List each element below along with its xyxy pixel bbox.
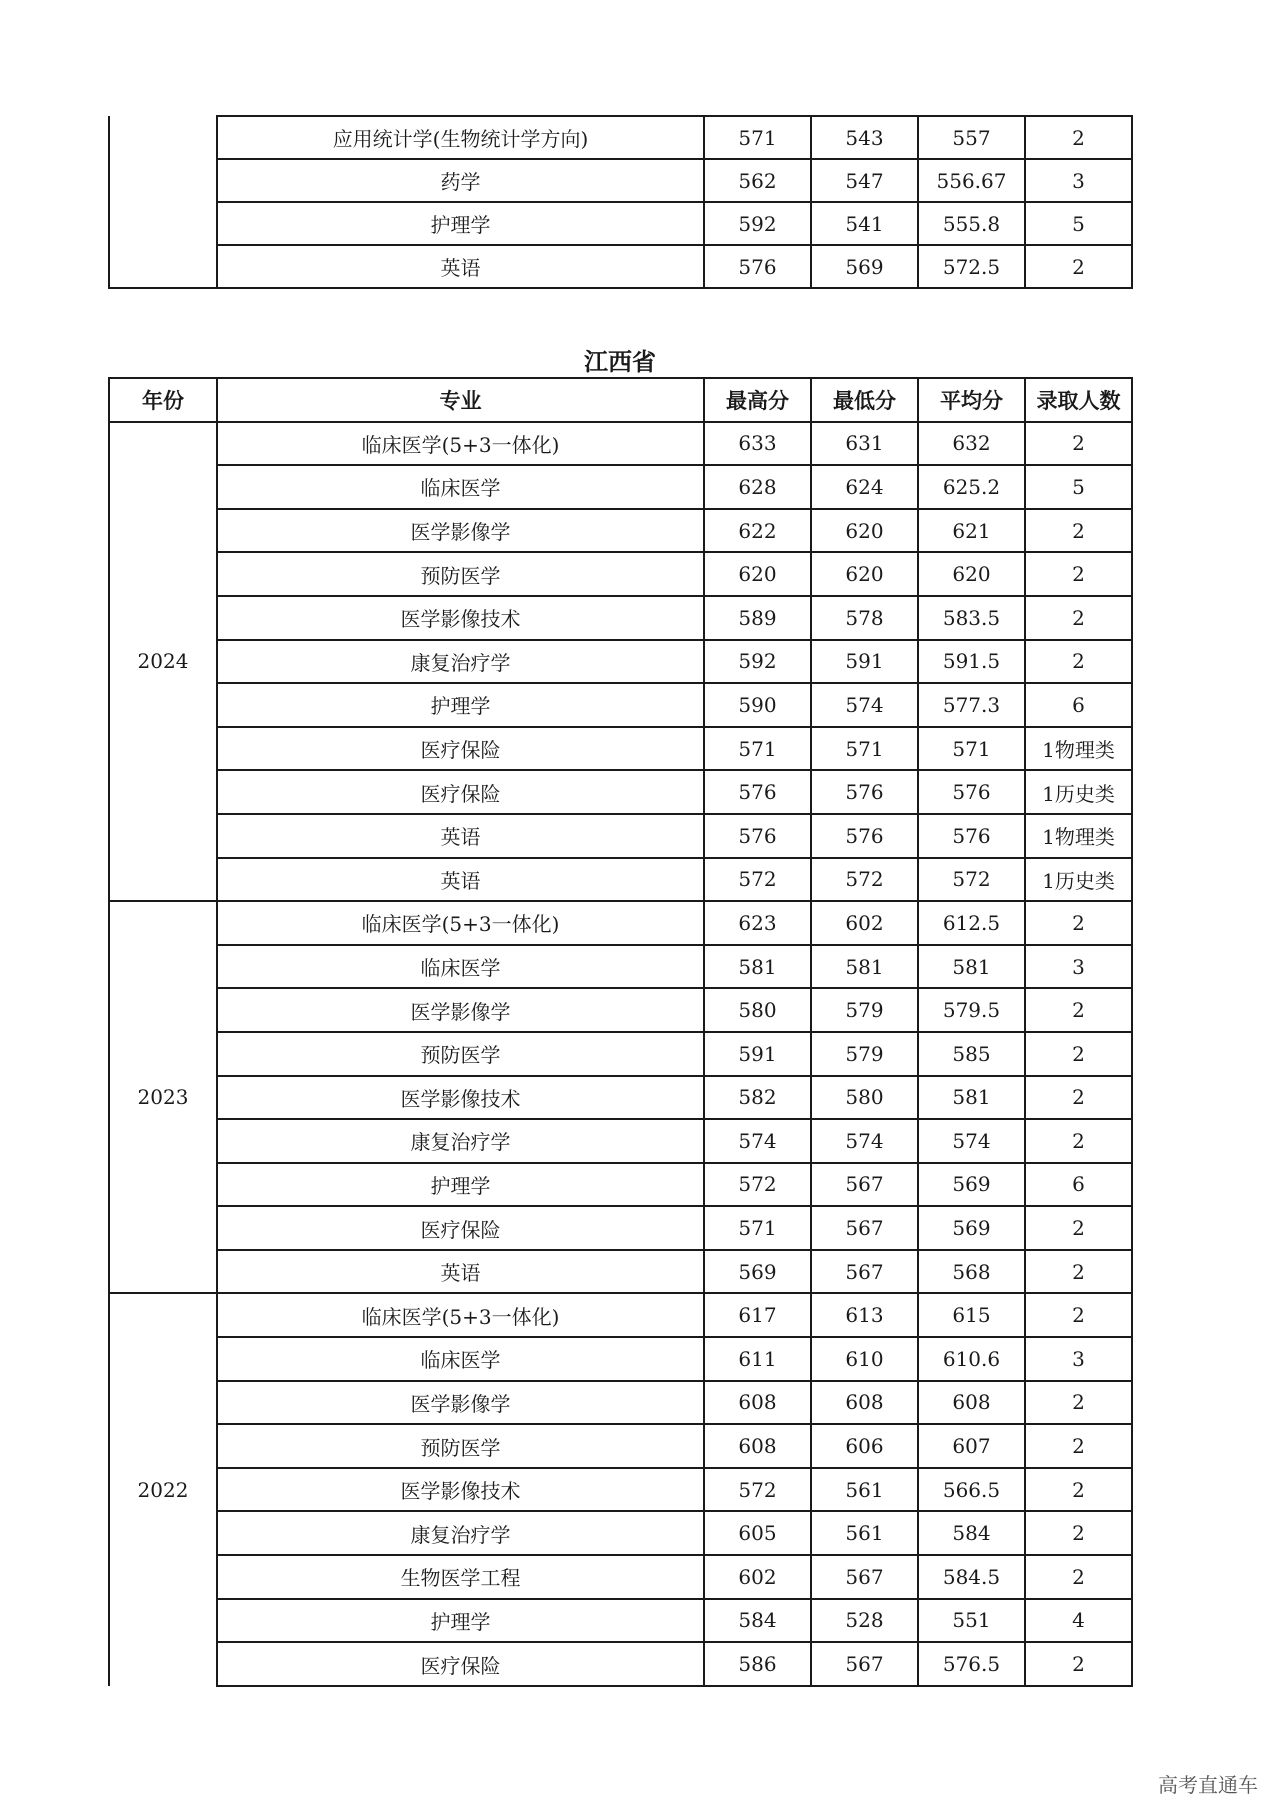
admitted-count-cell: 5 <box>1025 465 1132 509</box>
min-score-cell: 624 <box>811 465 918 509</box>
avg-score-cell: 569 <box>918 1163 1025 1207</box>
avg-score-cell: 581 <box>918 945 1025 989</box>
major-cell: 预防医学 <box>217 1424 704 1468</box>
min-score-cell: 591 <box>811 640 918 684</box>
table-row <box>109 159 1132 202</box>
avg-score-cell: 571 <box>918 727 1025 771</box>
admitted-count-cell: 1历史类 <box>1025 858 1132 902</box>
avg-score-cell: 591.5 <box>918 640 1025 684</box>
major-cell: 医疗保险 <box>217 1206 704 1250</box>
admitted-count-cell: 2 <box>1025 1206 1132 1250</box>
major-cell: 临床医学(5+3一体化) <box>217 1293 704 1337</box>
min-score-cell: 610 <box>811 1337 918 1381</box>
major-cell: 康复治疗学 <box>217 640 704 684</box>
avg-score-cell: 566.5 <box>918 1468 1025 1512</box>
avg-score-cell: 612.5 <box>918 901 1025 945</box>
admitted-count-cell: 1物理类 <box>1025 727 1132 771</box>
admitted-count-cell: 6 <box>1025 1163 1132 1207</box>
avg-score-cell: 620 <box>918 552 1025 596</box>
admitted-count-cell: 5 <box>1025 202 1132 245</box>
header-major: 专业 <box>217 378 704 422</box>
major-cell: 医疗保险 <box>217 727 704 771</box>
table-row <box>109 640 1132 684</box>
major-cell: 预防医学 <box>217 552 704 596</box>
major-cell: 英语 <box>217 858 704 902</box>
admitted-count-cell: 2 <box>1025 422 1132 466</box>
admitted-count-cell: 2 <box>1025 1511 1132 1555</box>
max-score-cell: 571 <box>704 727 811 771</box>
min-score-cell: 541 <box>811 202 918 245</box>
max-score-cell: 628 <box>704 465 811 509</box>
max-score-cell: 592 <box>704 640 811 684</box>
admitted-count-cell: 6 <box>1025 683 1132 727</box>
table-row <box>109 1424 1132 1468</box>
max-score-cell: 617 <box>704 1293 811 1337</box>
min-score-cell: 567 <box>811 1163 918 1207</box>
max-score-cell: 562 <box>704 159 811 202</box>
major-cell: 医学影像学 <box>217 1381 704 1425</box>
admitted-count-cell: 2 <box>1025 1032 1132 1076</box>
avg-score-cell: 579.5 <box>918 988 1025 1032</box>
table-row <box>109 1555 1132 1599</box>
min-score-cell: 579 <box>811 1032 918 1076</box>
admitted-count-cell: 2 <box>1025 596 1132 640</box>
table-row <box>109 245 1132 288</box>
major-cell: 康复治疗学 <box>217 1119 704 1163</box>
section-title: 江西省 <box>584 348 656 376</box>
max-score-cell: 576 <box>704 770 811 814</box>
min-score-cell: 631 <box>811 422 918 466</box>
table-row <box>109 596 1132 640</box>
table-row <box>109 858 1132 902</box>
max-score-cell: 622 <box>704 509 811 553</box>
min-score-cell: 580 <box>811 1076 918 1120</box>
avg-score-cell: 621 <box>918 509 1025 553</box>
min-score-cell: 576 <box>811 770 918 814</box>
avg-score-cell: 569 <box>918 1206 1025 1250</box>
table-row <box>109 1032 1132 1076</box>
admitted-count-cell: 2 <box>1025 1555 1132 1599</box>
table-row <box>109 1119 1132 1163</box>
avg-score-cell: 581 <box>918 1076 1025 1120</box>
max-score-cell: 605 <box>704 1511 811 1555</box>
max-score-cell: 586 <box>704 1642 811 1686</box>
header-avg-score: 平均分 <box>918 378 1025 422</box>
min-score-cell: 561 <box>811 1468 918 1512</box>
avg-score-cell: 576.5 <box>918 1642 1025 1686</box>
min-score-cell: 581 <box>811 945 918 989</box>
admitted-count-cell: 1物理类 <box>1025 814 1132 858</box>
table-row <box>109 1206 1132 1250</box>
avg-score-cell: 576 <box>918 814 1025 858</box>
max-score-cell: 576 <box>704 245 811 288</box>
table-row <box>109 422 1132 466</box>
max-score-cell: 569 <box>704 1250 811 1294</box>
table-row <box>109 116 1132 159</box>
major-cell: 医学影像技术 <box>217 596 704 640</box>
max-score-cell: 572 <box>704 1468 811 1512</box>
min-score-cell: 561 <box>811 1511 918 1555</box>
avg-score-cell: 583.5 <box>918 596 1025 640</box>
max-score-cell: 581 <box>704 945 811 989</box>
major-cell: 临床医学 <box>217 945 704 989</box>
table-row <box>109 1076 1132 1120</box>
max-score-cell: 591 <box>704 1032 811 1076</box>
avg-score-cell: 555.8 <box>918 202 1025 245</box>
table-row <box>109 1511 1132 1555</box>
header-max-score: 最高分 <box>704 378 811 422</box>
year-cell: 2022 <box>109 1293 217 1685</box>
year-cell <box>109 116 217 288</box>
major-cell: 护理学 <box>217 1599 704 1643</box>
avg-score-cell: 568 <box>918 1250 1025 1294</box>
min-score-cell: 543 <box>811 116 918 159</box>
avg-score-cell: 556.67 <box>918 159 1025 202</box>
table-row <box>109 1381 1132 1425</box>
continued-table <box>108 115 1133 289</box>
year-cell: 2023 <box>109 901 217 1293</box>
min-score-cell: 620 <box>811 509 918 553</box>
min-score-cell: 571 <box>811 727 918 771</box>
avg-score-cell: 557 <box>918 116 1025 159</box>
admitted-count-cell: 3 <box>1025 1337 1132 1381</box>
major-cell: 生物医学工程 <box>217 1555 704 1599</box>
major-cell: 预防医学 <box>217 1032 704 1076</box>
table-row <box>109 988 1132 1032</box>
max-score-cell: 582 <box>704 1076 811 1120</box>
table-row <box>109 727 1132 771</box>
table-row <box>109 1293 1132 1337</box>
table-row <box>109 770 1132 814</box>
max-score-cell: 589 <box>704 596 811 640</box>
avg-score-cell: 625.2 <box>918 465 1025 509</box>
major-cell: 护理学 <box>217 683 704 727</box>
header-min-score: 最低分 <box>811 378 918 422</box>
min-score-cell: 567 <box>811 1642 918 1686</box>
table-row <box>109 509 1132 553</box>
admitted-count-cell: 2 <box>1025 1119 1132 1163</box>
max-score-cell: 623 <box>704 901 811 945</box>
major-cell: 英语 <box>217 814 704 858</box>
min-score-cell: 547 <box>811 159 918 202</box>
avg-score-cell: 607 <box>918 1424 1025 1468</box>
min-score-cell: 528 <box>811 1599 918 1643</box>
admitted-count-cell: 2 <box>1025 1424 1132 1468</box>
max-score-cell: 572 <box>704 858 811 902</box>
admitted-count-cell: 2 <box>1025 1468 1132 1512</box>
max-score-cell: 576 <box>704 814 811 858</box>
max-score-cell: 584 <box>704 1599 811 1643</box>
admitted-count-cell: 2 <box>1025 552 1132 596</box>
max-score-cell: 608 <box>704 1424 811 1468</box>
major-cell: 医疗保险 <box>217 1642 704 1686</box>
avg-score-cell: 610.6 <box>918 1337 1025 1381</box>
major-cell: 临床医学(5+3一体化) <box>217 422 704 466</box>
table-row <box>109 552 1132 596</box>
major-cell: 医学影像技术 <box>217 1076 704 1120</box>
major-cell: 临床医学 <box>217 1337 704 1381</box>
avg-score-cell: 585 <box>918 1032 1025 1076</box>
min-score-cell: 574 <box>811 683 918 727</box>
avg-score-cell: 576 <box>918 770 1025 814</box>
admitted-count-cell: 2 <box>1025 245 1132 288</box>
min-score-cell: 579 <box>811 988 918 1032</box>
max-score-cell: 574 <box>704 1119 811 1163</box>
min-score-cell: 567 <box>811 1250 918 1294</box>
min-score-cell: 574 <box>811 1119 918 1163</box>
major-cell: 临床医学(5+3一体化) <box>217 901 704 945</box>
avg-score-cell: 608 <box>918 1381 1025 1425</box>
table-row <box>109 202 1132 245</box>
admitted-count-cell: 2 <box>1025 640 1132 684</box>
table-row <box>109 1642 1132 1686</box>
max-score-cell: 620 <box>704 552 811 596</box>
min-score-cell: 620 <box>811 552 918 596</box>
max-score-cell: 608 <box>704 1381 811 1425</box>
admitted-count-cell: 1历史类 <box>1025 770 1132 814</box>
table-row <box>109 1250 1132 1294</box>
min-score-cell: 576 <box>811 814 918 858</box>
table-row <box>109 1163 1132 1207</box>
max-score-cell: 611 <box>704 1337 811 1381</box>
admitted-count-cell: 2 <box>1025 116 1132 159</box>
avg-score-cell: 572.5 <box>918 245 1025 288</box>
admitted-count-cell: 2 <box>1025 988 1132 1032</box>
avg-score-cell: 632 <box>918 422 1025 466</box>
min-score-cell: 602 <box>811 901 918 945</box>
admitted-count-cell: 2 <box>1025 509 1132 553</box>
avg-score-cell: 572 <box>918 858 1025 902</box>
major-cell: 医学影像技术 <box>217 1468 704 1512</box>
avg-score-cell: 615 <box>918 1293 1025 1337</box>
admitted-count-cell: 2 <box>1025 1642 1132 1686</box>
min-score-cell: 608 <box>811 1381 918 1425</box>
major-cell: 护理学 <box>217 1163 704 1207</box>
major-cell: 医疗保险 <box>217 770 704 814</box>
admitted-count-cell: 2 <box>1025 1381 1132 1425</box>
avg-score-cell: 584.5 <box>918 1555 1025 1599</box>
header-admitted-count: 录取人数 <box>1025 378 1132 422</box>
major-cell: 护理学 <box>217 202 704 245</box>
table-row <box>109 945 1132 989</box>
major-cell: 临床医学 <box>217 465 704 509</box>
max-score-cell: 572 <box>704 1163 811 1207</box>
table-row <box>109 1468 1132 1512</box>
min-score-cell: 613 <box>811 1293 918 1337</box>
min-score-cell: 567 <box>811 1555 918 1599</box>
table-row <box>109 683 1132 727</box>
admitted-count-cell: 3 <box>1025 159 1132 202</box>
min-score-cell: 606 <box>811 1424 918 1468</box>
admitted-count-cell: 2 <box>1025 1293 1132 1337</box>
major-cell: 应用统计学(生物统计学方向) <box>217 116 704 159</box>
header-year: 年份 <box>109 378 217 422</box>
max-score-cell: 571 <box>704 116 811 159</box>
max-score-cell: 590 <box>704 683 811 727</box>
max-score-cell: 592 <box>704 202 811 245</box>
admission-score-table <box>108 377 1133 1687</box>
max-score-cell: 633 <box>704 422 811 466</box>
table-row <box>109 901 1132 945</box>
major-cell: 医学影像学 <box>217 509 704 553</box>
admitted-count-cell: 2 <box>1025 1250 1132 1294</box>
table-header-row <box>109 378 1132 422</box>
admitted-count-cell: 4 <box>1025 1599 1132 1643</box>
max-score-cell: 571 <box>704 1206 811 1250</box>
major-cell: 康复治疗学 <box>217 1511 704 1555</box>
avg-score-cell: 577.3 <box>918 683 1025 727</box>
table-row <box>109 465 1132 509</box>
min-score-cell: 572 <box>811 858 918 902</box>
admitted-count-cell: 2 <box>1025 1076 1132 1120</box>
admitted-count-cell: 2 <box>1025 901 1132 945</box>
major-cell: 医学影像学 <box>217 988 704 1032</box>
major-cell: 英语 <box>217 1250 704 1294</box>
max-score-cell: 602 <box>704 1555 811 1599</box>
min-score-cell: 578 <box>811 596 918 640</box>
major-cell: 药学 <box>217 159 704 202</box>
avg-score-cell: 574 <box>918 1119 1025 1163</box>
max-score-cell: 580 <box>704 988 811 1032</box>
admitted-count-cell: 3 <box>1025 945 1132 989</box>
major-cell: 英语 <box>217 245 704 288</box>
year-cell: 2024 <box>109 422 217 902</box>
avg-score-cell: 551 <box>918 1599 1025 1643</box>
min-score-cell: 569 <box>811 245 918 288</box>
min-score-cell: 567 <box>811 1206 918 1250</box>
table-row <box>109 1337 1132 1381</box>
table-row <box>109 1599 1132 1643</box>
avg-score-cell: 584 <box>918 1511 1025 1555</box>
watermark-text: 高考直通车 <box>1158 1773 1258 1797</box>
table-row <box>109 814 1132 858</box>
